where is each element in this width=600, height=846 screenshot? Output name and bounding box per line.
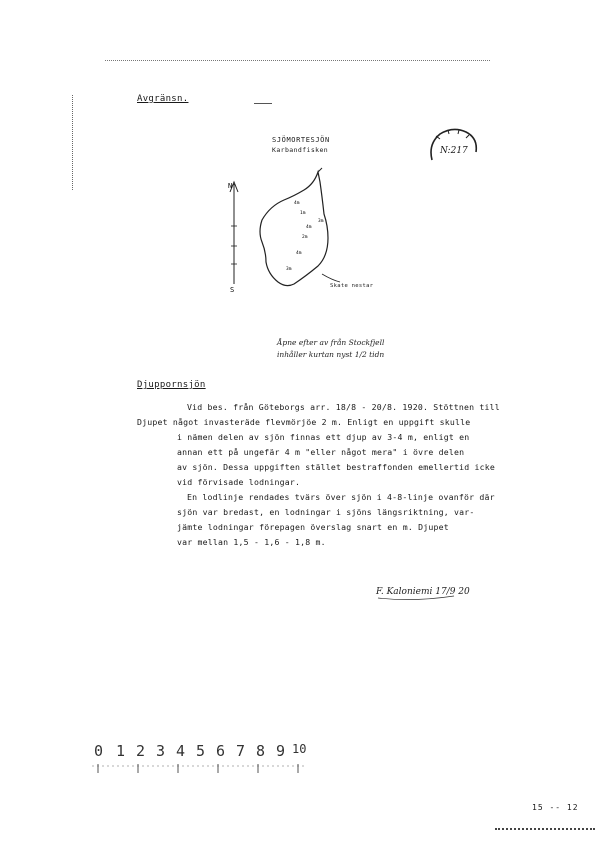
stamp-number: N:217 — [440, 146, 468, 156]
depth-mark: 4m — [294, 201, 300, 206]
scale-digit: 5 — [196, 742, 206, 760]
scale-digit: 0 — [94, 742, 104, 760]
scale-digit: 8 — [256, 742, 266, 760]
handwritten-note-line: Åpne efter av från Stockfjell — [277, 338, 385, 347]
handwritten-note-line: inhåller kurtan nyst 1/2 tidn — [277, 350, 385, 359]
compass-north-label: N — [228, 182, 233, 190]
scale-digit: 3 — [156, 742, 166, 760]
outlet-label: Skate nestar — [330, 283, 374, 289]
section-heading-avgransning: Avgränsn. — [137, 94, 189, 104]
depth-mark: 3m — [286, 267, 292, 272]
scale-digit: 4 — [176, 742, 186, 760]
body-line: sjön var bredast, en lodningar i sjöns längsriktning, var- — [177, 507, 475, 517]
lake-outline — [260, 172, 328, 286]
body-text — [137, 400, 517, 550]
scan-header-noise — [105, 60, 490, 69]
body-line: Vid bes. från Göteborgs arr. 18/8 - 20/8. 1920. Stöttnen till — [187, 402, 500, 412]
scan-margin-noise — [72, 95, 73, 190]
body-line: En lodlinje rendades tvärs över sjön i 4-8-linje ovanför där — [187, 492, 495, 502]
depth-mark: 1m — [300, 211, 306, 216]
scale-digit: 7 — [236, 742, 246, 760]
scale-digit: 9 — [276, 742, 286, 760]
body-line: Djupet något invasteräde flevmörjöe 2 m. Enligt en uppgift skulle — [137, 417, 471, 427]
body-line: annan ett på ungefär 4 m "eller något mera" i övre delen — [177, 447, 465, 457]
lake-map — [222, 166, 402, 302]
body-line: av sjön. Dessa uppgiften stället bestraffonden emellertid icke — [177, 462, 496, 472]
map-subtitle: Karbandfisken — [272, 146, 329, 154]
measurement-scale — [92, 742, 312, 778]
depth-mark: 4m — [306, 225, 312, 230]
map-title: SJÖMORTESJÖN — [272, 136, 330, 144]
body-line: i nämen delen av sjön finnas ett djup av 3-4 m, enligt en — [177, 432, 470, 442]
scale-digit: 10 — [292, 742, 307, 756]
scale-digit: 1 — [116, 742, 126, 760]
compass-arrow-icon — [230, 182, 238, 284]
depth-mark: 3m — [318, 219, 324, 224]
scale-digit: 2 — [136, 742, 146, 760]
scale-digit: 6 — [216, 742, 226, 760]
compass-south-label: S — [230, 286, 235, 294]
signature — [374, 580, 484, 604]
depth-mark: 4m — [296, 251, 302, 256]
section-heading-djupet: Djuppornsjön — [137, 380, 206, 390]
body-line: var mellan 1,5 - 1,6 - 1,8 m. — [177, 537, 326, 547]
signature-text: F. Kaloniemi 17/9 20 — [376, 587, 470, 597]
depth-mark: 2m — [302, 235, 308, 240]
body-line: vid förvisade lodningar. — [177, 477, 301, 487]
handwritten-note — [275, 335, 445, 365]
body-line: jämte lodningar förepagen överslag snart en m. Djupet — [177, 522, 449, 532]
scan-bottom-noise — [495, 828, 595, 840]
heading-dash — [254, 103, 272, 104]
corner-page-mark: 15 -- 12 — [532, 803, 579, 812]
scale-ticks — [92, 764, 307, 774]
